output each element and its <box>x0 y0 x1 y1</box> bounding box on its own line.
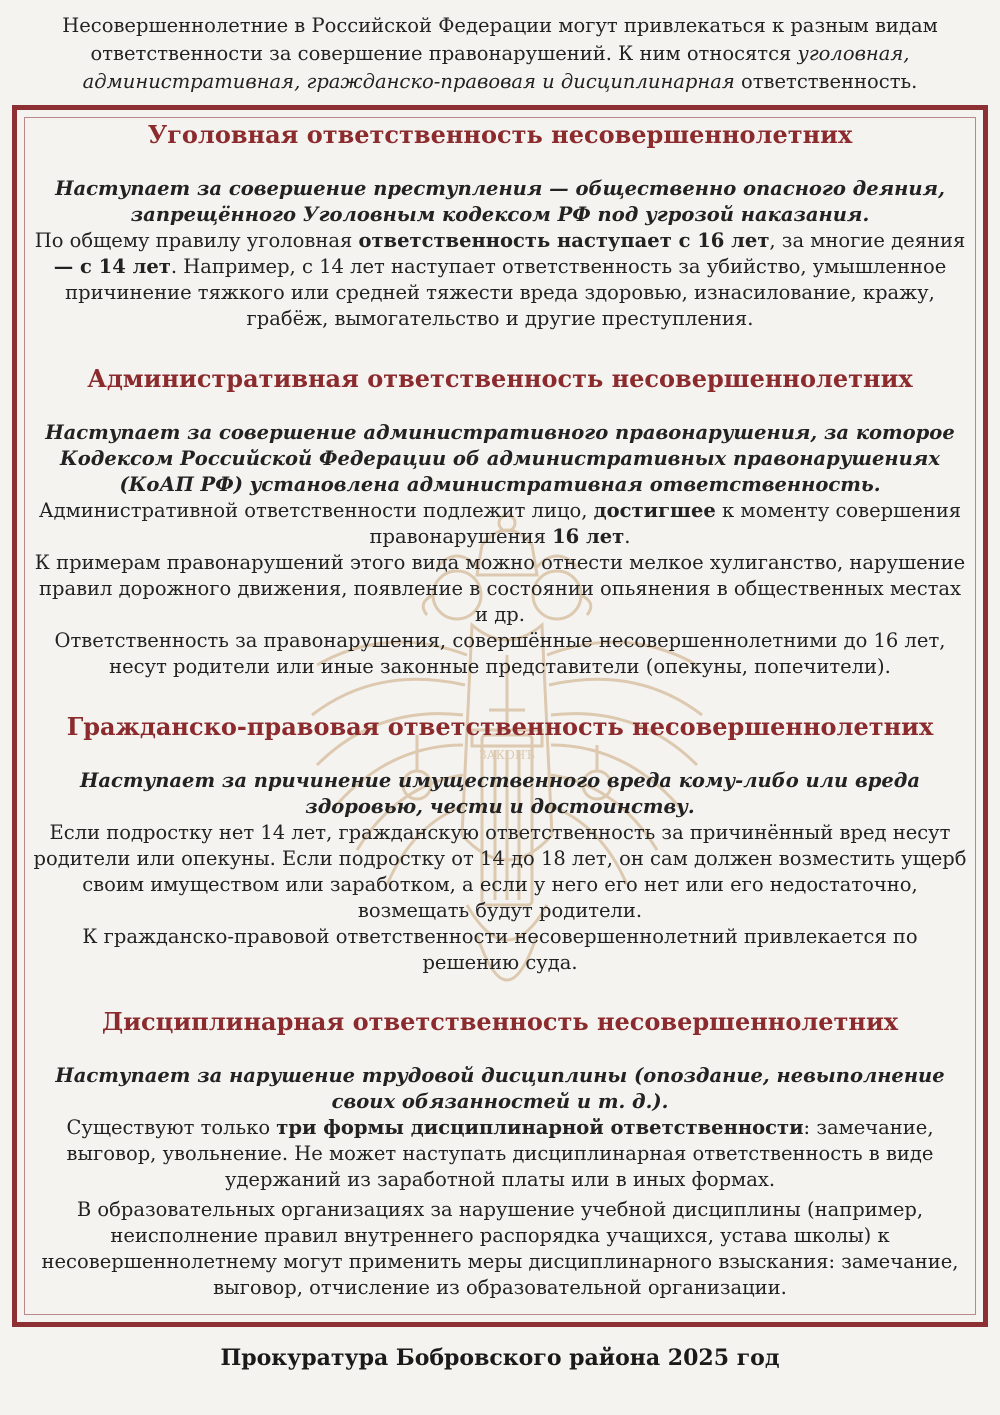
text-run: По общему правилу уголовная <box>34 229 359 252</box>
section-civil <box>33 712 967 976</box>
intro-text-end: ответственность. <box>734 70 918 93</box>
section-court-civil: К гражданско-правовой ответственности несовершеннолетний привлекается по решению суда. <box>82 925 918 974</box>
section-parents-administrative: Ответственность за правонарушения, совершённые несовершеннолетними до 16 лет, несут родители или иные законные представители (опекуны, попечители). <box>54 629 946 678</box>
text-run: . Например, с 14 лет наступает ответственность за убийство, умышленное причинение тяжкого или средней тяжести вреда здоровью, изнасилование, кражу, грабёж, вымогательство и другие преступления. <box>65 255 947 330</box>
footer-signature: Прокуратура Бобровского района 2025 год <box>220 1345 780 1371</box>
intro-kinds: уголовная, административная, гражданско-правовая и дисциплинарная <box>82 42 910 93</box>
section-title-administrative: Административная ответственность несовершеннолетних <box>87 364 913 393</box>
section-lead-criminal: Наступает за совершение преступления — общественно опасного деяния, запрещённого Уголовным кодексом РФ под угрозой наказания. <box>55 177 945 226</box>
section-disciplinary <box>33 1007 967 1301</box>
section-text-criminal <box>33 228 967 332</box>
section-text-civil: Если подростку нет 14 лет, гражданскую ответственность за причинённый вред несут родители или опекуны. Если подростку от 14 до 18 лет, он сам должен возместить ущерб своим имуществом или заработком, а если у него его нет или его недостаточно, возмещать будут родители. <box>33 821 967 922</box>
text-run: : замечание, выговор, увольнение. Не может наступать дисциплинарная ответственность в виде удержаний из заработной платы или в иных формах. <box>66 1116 934 1191</box>
section-title-civil: Гражданско-правовая ответственность несовершеннолетних <box>66 712 934 741</box>
intro-paragraph <box>20 12 980 96</box>
text-bold-run: — с 14 лет <box>53 255 171 278</box>
text-run: . <box>624 525 631 548</box>
section-text-administrative <box>33 498 967 550</box>
text-run: , за многие деяния <box>769 229 966 252</box>
section-lead-administrative: Наступает за совершение административного правонарушения, за которое Кодексом Российской Федерации об административных правонарушениях (КоАП РФ) установлена административная ответственность. <box>45 421 955 496</box>
section-title-disciplinary: Дисциплинарная ответственность несовершеннолетних <box>101 1007 899 1036</box>
section-lead-civil: Наступает за причинение имущественного вреда кому-либо или вреда здоровью, чести и достоинству. <box>80 769 920 818</box>
section-title-criminal: Уголовная ответственность несовершеннолетних <box>147 120 853 149</box>
section-school-disciplinary: В образовательных организациях за нарушение учебной дисциплины (например, неисполнение правил внутреннего распорядка учащихся, устава школы) к несовершеннолетнему могут применить меры дисциплинарного взыскания: замечание, выговор, отчисление из образовательной организации. <box>41 1198 959 1299</box>
text-run: к моменту совершения правонарушения <box>369 499 962 548</box>
intro-text-start: Несовершеннолетние в Российской Федерации могут привлекаться к разным видам ответственности за совершение правонарушений. К ним относятся <box>62 14 938 65</box>
section-text-disciplinary <box>33 1115 967 1193</box>
text-bold-run: 16 лет <box>552 525 625 548</box>
text-bold-run: три формы дисциплинарной ответственности <box>276 1116 804 1139</box>
text-bold-run: ответственность наступает с 16 лет <box>358 229 770 252</box>
text-bold-run: достигшее <box>593 499 716 522</box>
section-examples-administrative: К примерам правонарушений этого вида можно отнести мелкое хулиганство, нарушение правил дорожного движения, появление в состоянии опьянения в общественных местах и др. <box>34 551 966 626</box>
section-administrative <box>33 364 967 680</box>
emblem-motto: ЗАКОНЪ <box>479 748 535 762</box>
text-run: Административной ответственности подлежит лицо, <box>38 499 594 522</box>
section-criminal <box>33 120 967 332</box>
text-run: Существуют только <box>66 1116 277 1139</box>
section-lead-disciplinary: Наступает за нарушение трудовой дисциплины (опоздание, невыполнение своих обязанностей и т. д.). <box>55 1064 945 1113</box>
content-frame <box>12 105 988 1327</box>
